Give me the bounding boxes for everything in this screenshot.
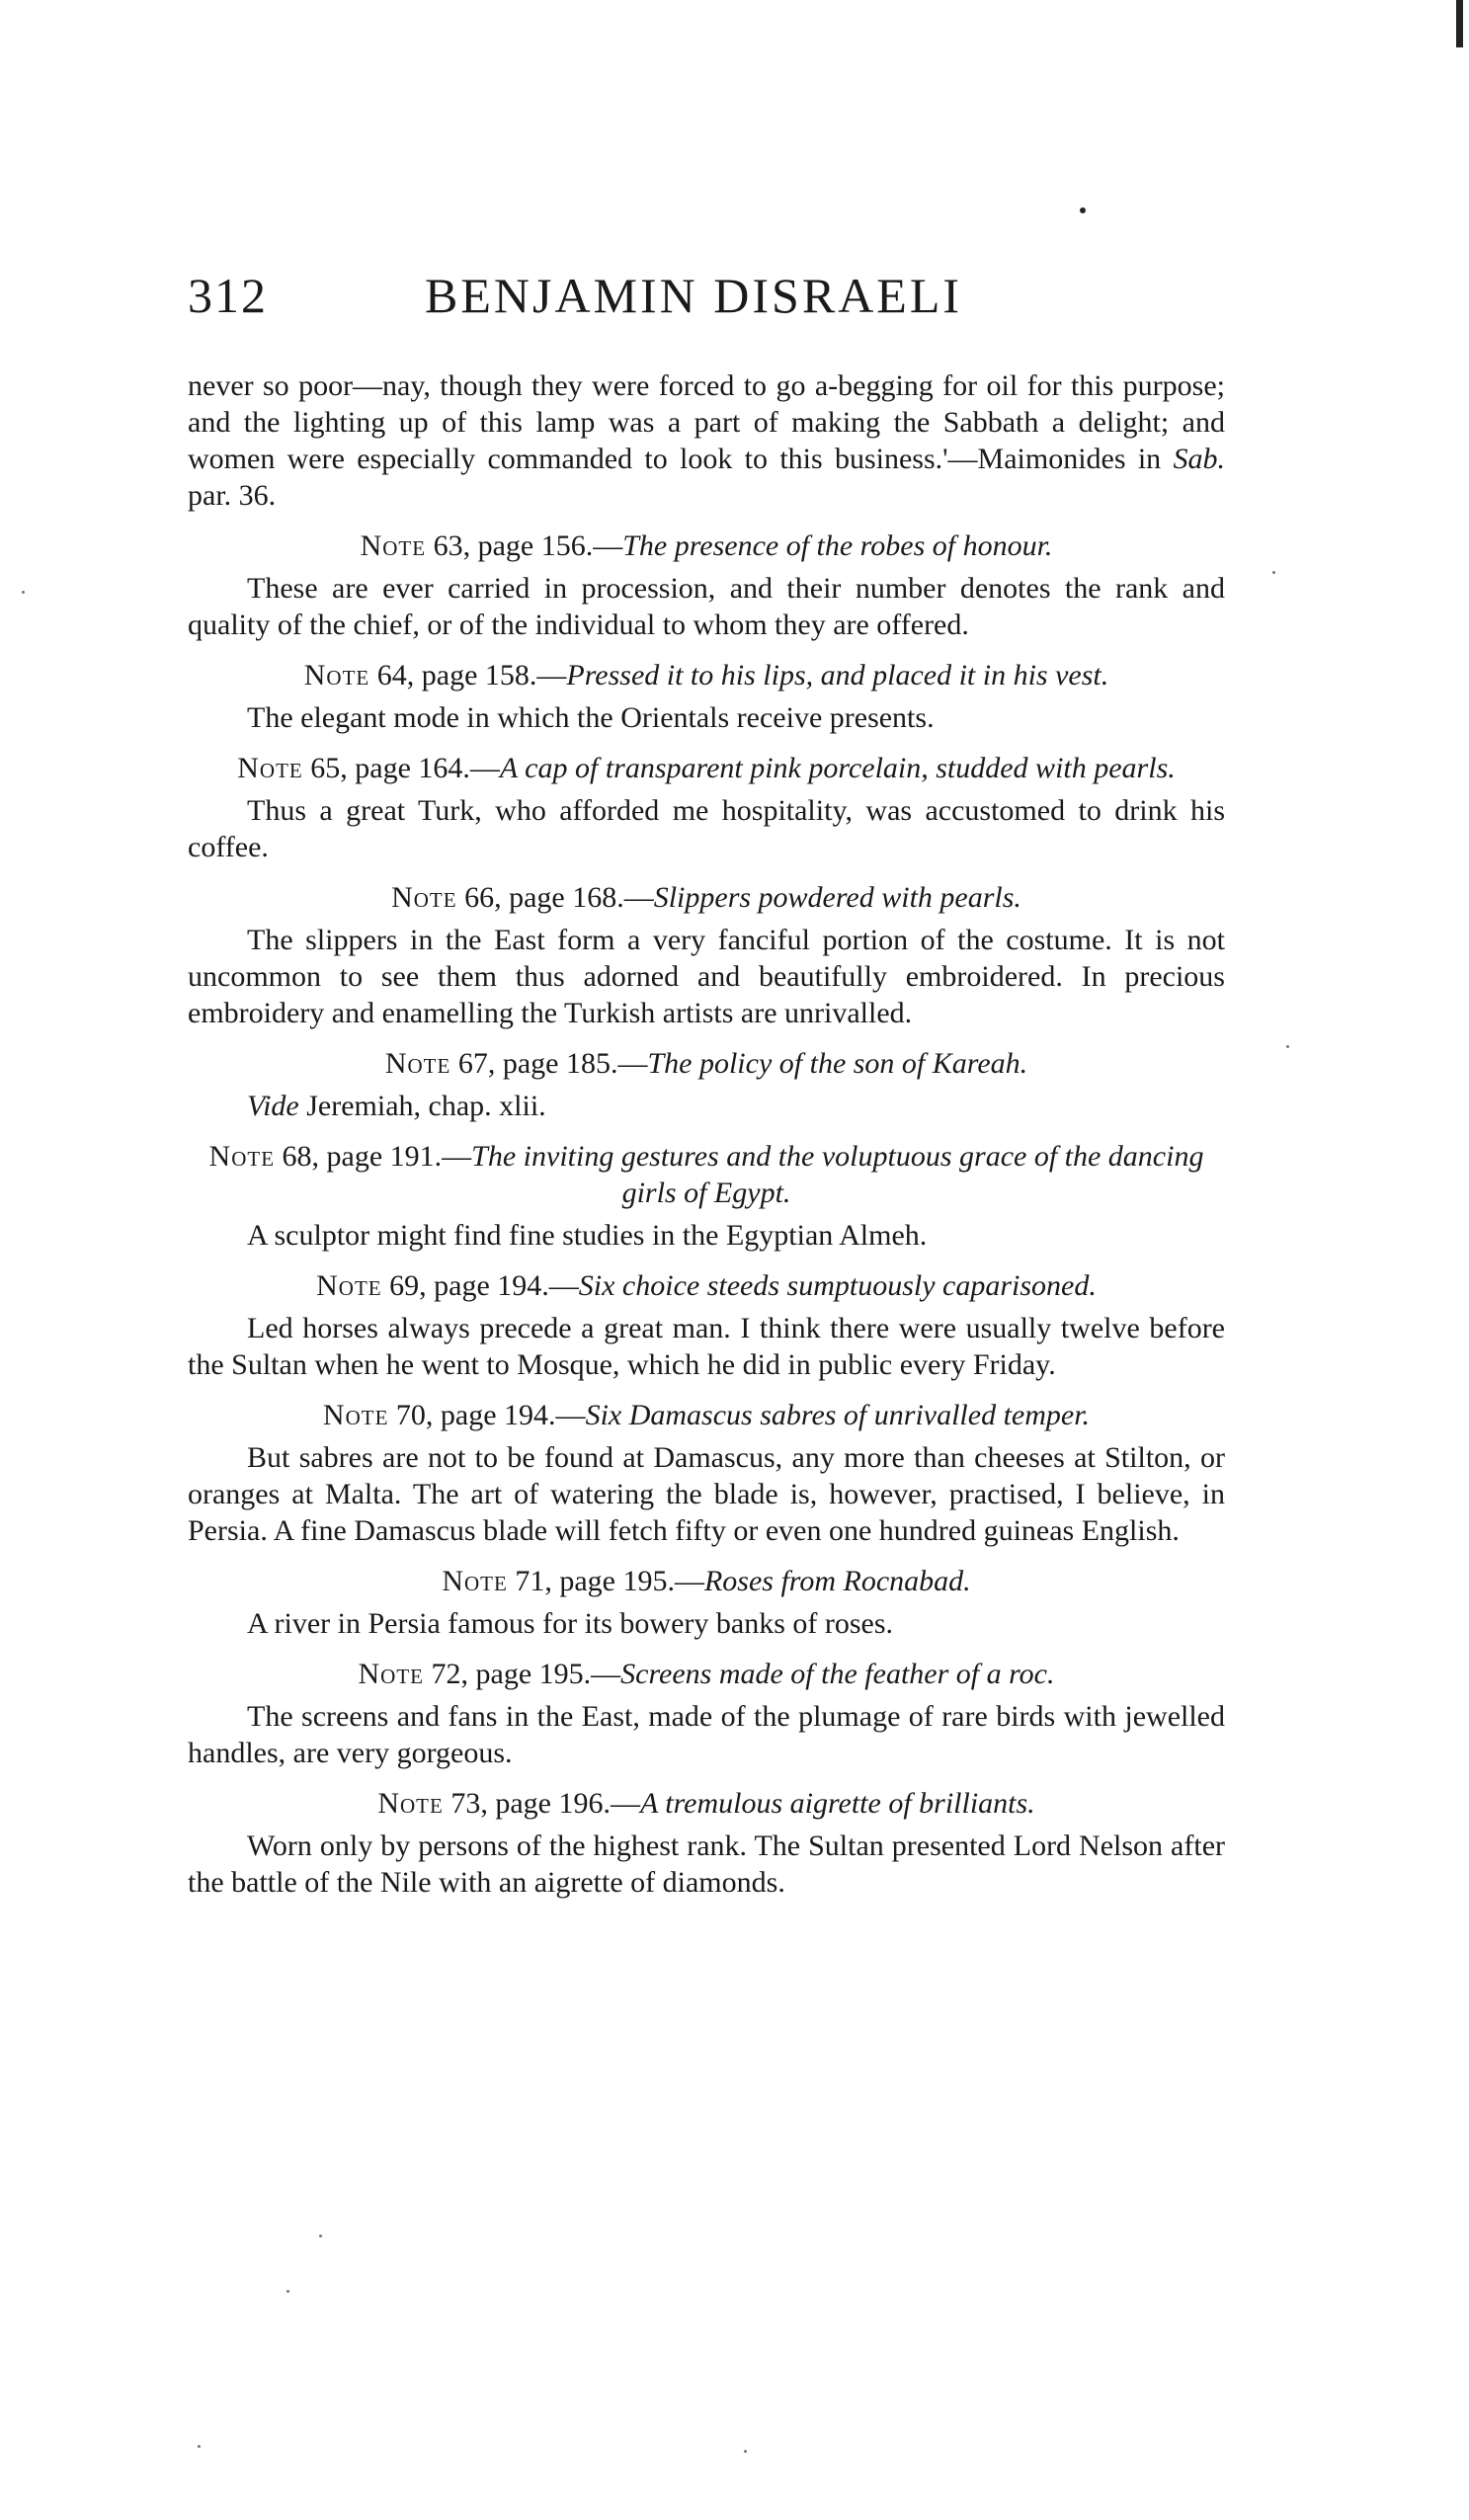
running-title: BENJAMIN DISRAELI: [425, 268, 963, 323]
note-ref: 65, page 164.—: [302, 752, 500, 784]
note-heading: [188, 1785, 1225, 1822]
ink-speck: [286, 2290, 289, 2293]
note-ref: 72, page 195.—: [424, 1658, 621, 1690]
page-number: 312: [188, 268, 268, 323]
scan-edge-mark: [1456, 0, 1463, 47]
note-label: Note: [391, 881, 457, 914]
note-title: The presence of the robes of honour.: [622, 529, 1053, 562]
note-title: The inviting gestures and the voluptuous grace of the dancing girls of Egypt.: [471, 1140, 1204, 1209]
note-ref: 63, page 156.—: [426, 529, 623, 562]
note-heading: [188, 1138, 1225, 1211]
note-title: Roses from Rocnabad.: [703, 1565, 971, 1597]
source-rest: par. 36.: [188, 479, 277, 512]
opening-text: never so poor—nay, though they were forced to go a-begging for oil for this purpose; and the lighting up of this lamp was a part of making the Sabbath a delight; and women were especially commanded to look to this business.'—Maimonides in: [188, 369, 1225, 475]
note-block: [188, 1045, 1225, 1124]
note-body: [188, 1217, 1225, 1254]
ink-speck: [319, 2235, 322, 2237]
note-body: [188, 1310, 1225, 1383]
note-block: [188, 528, 1225, 643]
note-ref: 70, page 194.—: [388, 1399, 586, 1431]
note-ref: 67, page 185.—: [450, 1047, 648, 1080]
note-heading: [188, 528, 1225, 564]
ink-speck: [198, 2445, 201, 2448]
note-heading: [188, 1267, 1225, 1304]
note-label: Note: [237, 752, 303, 784]
note-body: [188, 1698, 1225, 1771]
note-title: Six Damascus sabres of unrivalled temper.: [585, 1399, 1091, 1431]
note-label: Note: [360, 529, 427, 562]
note-label: Note: [322, 1399, 389, 1431]
note-body-text: A river in Persia famous for its bowery banks of roses.: [247, 1607, 894, 1640]
note-body-italic: Vide: [247, 1090, 299, 1122]
note-ref: 66, page 168.—: [456, 881, 654, 914]
note-body-text: The slippers in the East form a very fanciful portion of the costume. It is not uncommon to see them thus adorned and beautifully embroidered. In precious embroidery and enamelling the Turkish artists are unrivalled.: [188, 924, 1225, 1029]
note-block: [188, 879, 1225, 1031]
note-block: [188, 1563, 1225, 1642]
ink-speck: [1272, 571, 1275, 574]
opening-paragraph: [188, 367, 1225, 514]
note-body-text: Thus a great Turk, who afforded me hospitality, was accustomed to drink his coffee.: [188, 794, 1225, 863]
note-block: [188, 1656, 1225, 1771]
note-heading: [188, 879, 1225, 916]
note-label: Note: [384, 1047, 451, 1080]
note-title: Slippers powdered with pearls.: [653, 881, 1021, 914]
note-heading: [188, 1045, 1225, 1082]
note-body: [188, 570, 1225, 643]
note-body: [188, 1439, 1225, 1549]
note-ref: 71, page 195.—: [507, 1565, 704, 1597]
note-heading: [188, 657, 1225, 693]
source-italic: Sab.: [1173, 443, 1225, 475]
note-body-text: Worn only by persons of the highest rank. The Sultan presented Lord Nelson after the battle of the Nile with an aigrette of diamonds.: [188, 1829, 1225, 1899]
note-body-text: Jeremiah, chap. xlii.: [298, 1090, 546, 1122]
note-block: [188, 1785, 1225, 1901]
note-title: Screens made of the feather of a roc.: [620, 1658, 1055, 1690]
note-heading: [188, 1397, 1225, 1433]
note-body: [188, 1088, 1225, 1124]
note-title: Pressed it to his lips, and placed it in his vest.: [566, 659, 1109, 691]
note-label: Note: [303, 659, 370, 691]
note-ref: 69, page 194.—: [381, 1269, 579, 1302]
note-label: Note: [377, 1787, 444, 1820]
note-title: Six choice steeds sumptuously caparisoned.: [578, 1269, 1097, 1302]
note-title: A tremulous aigrette of brilliants.: [639, 1787, 1035, 1820]
note-block: [188, 750, 1225, 865]
note-body: [188, 699, 1225, 736]
ink-speck: [744, 2450, 747, 2453]
note-label: Note: [442, 1565, 508, 1597]
note-ref: 64, page 158.—: [369, 659, 567, 691]
note-label: Note: [316, 1269, 382, 1302]
note-body-text: Led horses always precede a great man. I think there were usually twelve before the Sultan when he went to Mosque, which he did in public every Friday.: [188, 1312, 1225, 1381]
note-block: [188, 1267, 1225, 1383]
ink-dot: [1080, 207, 1086, 213]
note-label: Note: [358, 1658, 424, 1690]
note-block: [188, 1138, 1225, 1254]
note-body: [188, 1605, 1225, 1642]
note-body-text: A sculptor might find fine studies in the Egyptian Almeh.: [247, 1219, 928, 1252]
ink-speck: [22, 591, 25, 594]
note-body-text: These are ever carried in procession, and their number denotes the rank and quality of the chief, or of the individual to whom they are offered.: [188, 572, 1225, 641]
note-body-text: The elegant mode in which the Orientals receive presents.: [247, 701, 935, 734]
page-body: [188, 367, 1225, 1901]
note-heading: [188, 750, 1225, 786]
note-label: Note: [208, 1140, 276, 1173]
note-body-text: But sabres are not to be found at Damascus, any more than cheeses at Stilton, or oranges at Malta. The art of watering the blade is, however, practised, I believe, in Persia. A fine Damascus blade will fetch fifty or even one hundred guineas English.: [188, 1441, 1225, 1547]
note-ref: 68, page 191.—: [275, 1140, 472, 1173]
note-body-text: The screens and fans in the East, made of the plumage of rare birds with jewelled handles, are very gorgeous.: [188, 1700, 1225, 1769]
note-body: [188, 1828, 1225, 1901]
note-block: [188, 657, 1225, 736]
note-ref: 73, page 196.—: [443, 1787, 640, 1820]
note-title: The policy of the son of Kareah.: [647, 1047, 1028, 1080]
note-block: [188, 1397, 1225, 1549]
ink-speck: [1286, 1045, 1289, 1048]
note-title: A cap of transparent pink porcelain, studded with pearls.: [499, 752, 1176, 784]
page-header: [188, 267, 1225, 336]
note-body: [188, 792, 1225, 865]
note-heading: [188, 1656, 1225, 1692]
note-heading: [188, 1563, 1225, 1599]
note-body: [188, 922, 1225, 1031]
